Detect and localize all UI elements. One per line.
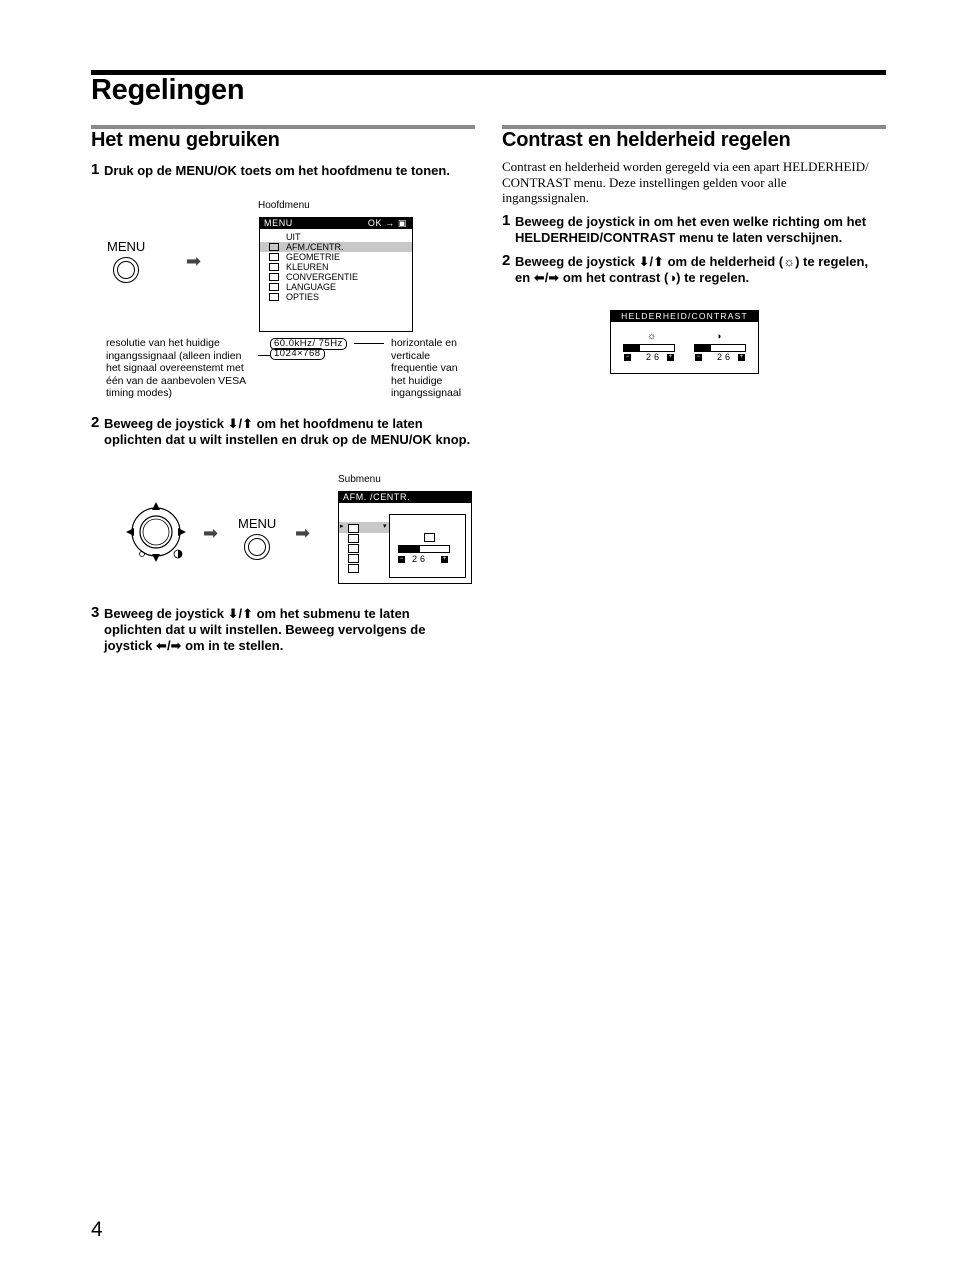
note-line: ingangssignaal: [391, 387, 462, 400]
pointer-icon: ▾: [383, 523, 387, 530]
main-menu-illustration: [91, 195, 481, 405]
osd-header: HELDERHEID/CONTRAST: [611, 311, 758, 322]
down-up-arrows-icon: ⬇/⬆: [227, 606, 253, 621]
brightness-icon: ☼: [647, 331, 657, 342]
level-fill: [695, 345, 711, 351]
right-step-2: [502, 254, 897, 288]
step-text: Beweeg de joystick in om het even welke richting om het HELDERHEID/CONTRAST menu te laten verschijnen.: [515, 214, 867, 245]
plus-icon: +: [668, 354, 673, 360]
step-number: 3: [91, 604, 100, 621]
menu-item-label: OPTIES: [286, 292, 320, 302]
center-icon: [348, 534, 359, 543]
size-icon: [424, 533, 435, 542]
selection-pointer-icon: ▸: [340, 523, 344, 530]
down-up-arrows-icon: ⬇/⬆: [638, 254, 664, 269]
main-menu-item[interactable]: [260, 292, 412, 302]
note-frequency: [391, 337, 481, 400]
contrast-level-bar: [694, 344, 746, 352]
contrast-value: 26: [717, 352, 734, 362]
page-number: 4: [91, 1218, 103, 1241]
intro-line: ingangssignalen.: [502, 190, 590, 205]
main-menu-header-left: MENU: [264, 218, 293, 228]
main-menu-caption: Hoofdmenu: [258, 200, 310, 211]
contrast-icon: ◑: [716, 331, 722, 341]
left-right-arrows-icon: ⬅/➡: [156, 638, 182, 653]
left-right-arrows-icon: ⬅/➡: [533, 270, 560, 285]
arrow-right-icon: ➡: [186, 251, 202, 271]
menu-item-label: AFM./CENTR.: [286, 242, 344, 252]
page-title: Regelingen: [91, 74, 245, 106]
main-menu-list: [260, 232, 412, 302]
sub-menu-illustration: [91, 470, 481, 590]
sub-menu-selected-row: [339, 522, 389, 533]
menu-item-icon: [269, 293, 279, 301]
step-text: Beweeg de joystick ⬇/⬆ om het submenu te laten oplichten dat u wilt instellen. Beweeg vervolgens de joystick ⬅/➡ om in te stellen.: [104, 606, 426, 653]
note-resolution: [106, 337, 266, 400]
menu-item-label: CONVERGENTIE: [286, 272, 359, 282]
menu-button-icon: [244, 534, 270, 560]
step-text: Druk op de MENU/OK toets om het hoofdmenu te tonen.: [104, 163, 450, 178]
brightness-contrast-screen: [610, 310, 759, 374]
menu-item-icon: [269, 273, 279, 281]
main-menu-screen: [259, 217, 413, 332]
sub-menu-level-bar: [398, 545, 450, 553]
note-line: het huidige: [391, 374, 443, 387]
sub-menu-value: 26: [412, 554, 429, 564]
left-section-heading: Het menu gebruiken: [91, 129, 280, 151]
sub-menu-header: AFM. /CENTR.: [339, 492, 471, 503]
main-menu-header: [260, 218, 412, 229]
menu-item-icon: [269, 253, 279, 261]
minus-icon: −: [696, 354, 701, 360]
brightness-level-bar: [623, 344, 675, 352]
joystick-icon: [124, 500, 188, 564]
menu-item-label: KLEUREN: [286, 262, 329, 272]
note-line: het signaal overeenstemt met: [106, 362, 244, 375]
main-menu-item[interactable]: [260, 252, 412, 262]
menu-button-label: MENU: [107, 239, 146, 254]
menu-item-label: GEOMETRIE: [286, 252, 341, 262]
menu-item-icon: [269, 243, 279, 251]
menu-button-label: MENU: [238, 516, 277, 531]
sub-menu-screen: [338, 491, 472, 584]
contrast-icon: ◑: [668, 270, 677, 285]
zoom-icon: [348, 564, 359, 573]
brightness-value: 26: [646, 352, 663, 362]
menu-item-icon: [269, 283, 279, 291]
level-fill: [624, 345, 640, 351]
horizontal-size-icon: [348, 544, 359, 553]
main-menu-item[interactable]: [260, 262, 412, 272]
sub-menu-caption: Submenu: [338, 474, 381, 485]
resolution-pill: 1024×768: [270, 348, 325, 360]
intro-line: Contrast en helderheid worden geregeld via een apart HELDERHEID/: [502, 159, 869, 174]
menu-item-icon: [269, 263, 279, 271]
leader-line-right: [354, 343, 384, 344]
right-step-1: [502, 214, 897, 248]
frequency-pill: 60.0kHz/ 75Hz: [270, 338, 347, 350]
leader-line-left: [258, 355, 270, 356]
arrow-right-icon: ➡: [295, 523, 311, 543]
note-line: resolutie van het huidige: [106, 337, 220, 349]
brightness-icon: ☼: [783, 254, 796, 269]
plus-icon: +: [739, 354, 744, 360]
note-line: ingangssignaal (alleen indien: [106, 349, 242, 362]
vertical-size-icon: [348, 554, 359, 563]
right-intro: [502, 159, 892, 206]
arrow-right-icon: ➡: [203, 523, 219, 543]
sub-menu-adjust-box: [389, 514, 466, 578]
right-section-heading: Contrast en helderheid regelen: [502, 129, 791, 151]
minus-icon: −: [625, 354, 630, 360]
main-menu-item[interactable]: [260, 272, 412, 282]
main-menu-header-right: OK → ▣: [367, 218, 407, 228]
main-menu-item[interactable]: [260, 242, 412, 252]
note-line: timing modes): [106, 387, 172, 400]
minus-icon: −: [399, 556, 404, 562]
note-line: frequentie van: [391, 362, 458, 375]
step-number: 1: [502, 212, 511, 229]
left-step-2: [91, 416, 486, 450]
main-menu-item[interactable]: [260, 232, 412, 242]
menu-item-label: UIT: [286, 232, 301, 242]
menu-item-label: LANGUAGE: [286, 282, 337, 292]
step-text: Beweeg de joystick ⬇/⬆ om de helderheid (☼) te regelen, en ⬅/➡ om het contrast (◑) te regelen.: [515, 254, 869, 285]
step-number: 2: [91, 414, 100, 431]
menu-button-icon: [113, 257, 139, 283]
left-step-3: [91, 606, 486, 656]
level-fill: [399, 546, 420, 552]
step-text: Beweeg de joystick ⬇/⬆ om het hoofdmenu te laten oplichten dat u wilt instellen en druk op de MENU/OK knop.: [104, 416, 471, 447]
left-step-1: [91, 163, 481, 181]
intro-line: CONTRAST menu. Deze instellingen gelden voor alle: [502, 174, 787, 190]
note-line: één van de aanbevolen VESA: [106, 374, 247, 387]
size-icon: [348, 524, 359, 533]
step-number: 1: [91, 161, 100, 178]
note-line: horizontale en: [391, 337, 457, 349]
plus-icon: +: [442, 556, 447, 562]
note-line: verticale: [391, 349, 431, 362]
step-number: 2: [502, 252, 511, 269]
main-menu-item[interactable]: [260, 282, 412, 292]
down-up-arrows-icon: ⬇/⬆: [227, 416, 253, 431]
